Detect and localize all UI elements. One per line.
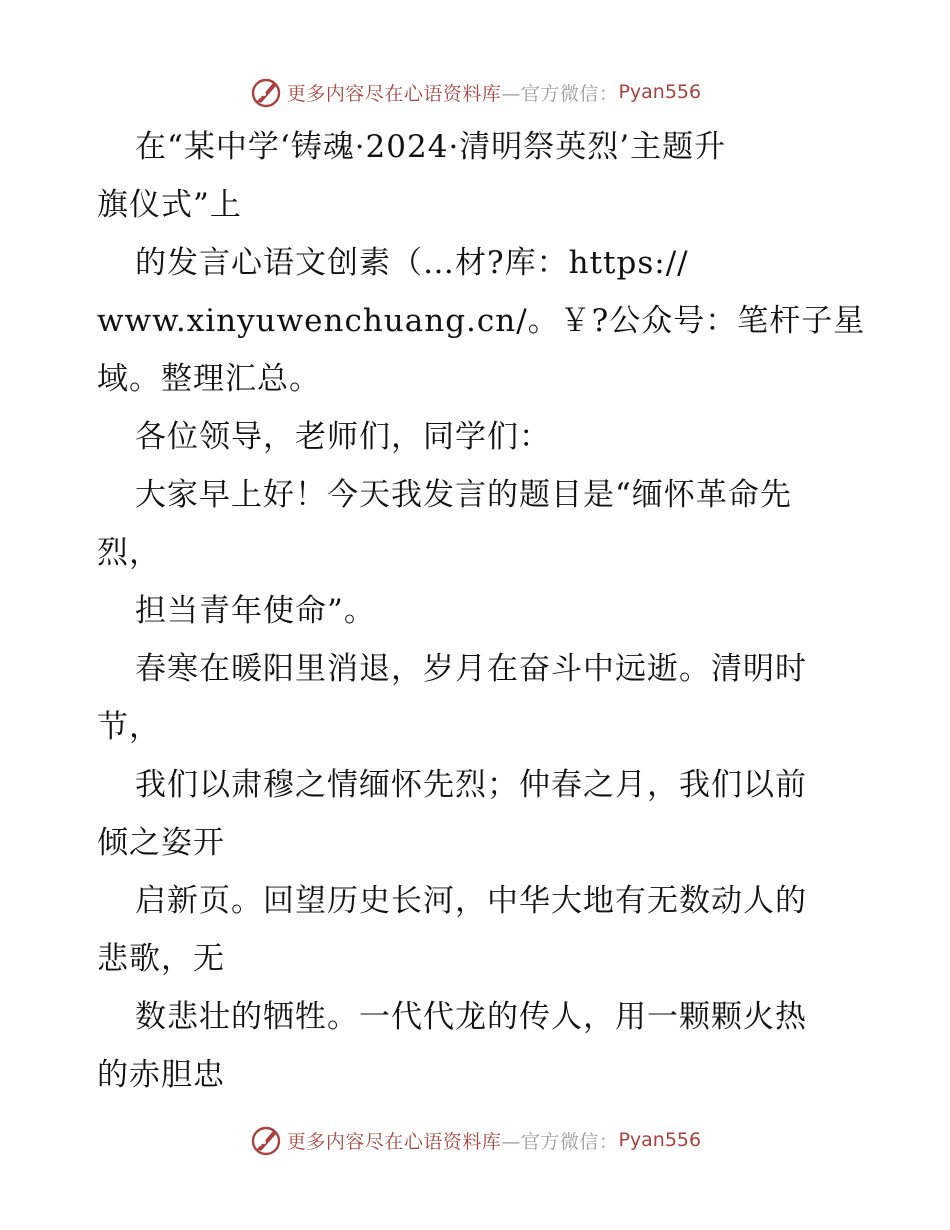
quill-pen-logo-icon bbox=[249, 75, 283, 109]
banner-wechat-label: —官方微信： bbox=[501, 82, 619, 105]
text-line: 数悲壮的牺牲。一代代龙的传人，用一颗颗火热 bbox=[135, 999, 807, 1035]
text-line: 域。整理汇总。 bbox=[97, 361, 321, 397]
banner-wechat-id: Pyan556 bbox=[618, 1129, 702, 1151]
text-line: 我们以肃穆之情缅怀先烈；仲春之月，我们以前 bbox=[135, 767, 807, 803]
banner-text: 更多内容尽在心语资料库 bbox=[286, 1130, 502, 1153]
text-line: 担当青年使命”。 bbox=[135, 593, 376, 629]
text-line: 的赤胆忠 bbox=[97, 1057, 225, 1093]
text-line: www.xinyuwenchuang.cn/。￥?公众号：笔杆子星 bbox=[97, 303, 866, 339]
text-line: 节， bbox=[97, 709, 161, 745]
banner-text: 更多内容尽在心语资料库 bbox=[286, 82, 502, 105]
text-line: 各位领导，老师们，同学们： bbox=[135, 419, 551, 455]
text-line: 的发言心语文创素（…材?库：https:// bbox=[135, 245, 689, 281]
text-line: 在“某中学‘铸魂·2024·清明祭英烈’主题升 bbox=[135, 129, 727, 165]
text-line: 悲歌，无 bbox=[97, 941, 225, 977]
speech-body bbox=[97, 118, 866, 1104]
quill-pen-logo-icon bbox=[249, 1123, 283, 1157]
header-banner bbox=[0, 72, 950, 112]
text-line: 旗仪式”上 bbox=[97, 187, 242, 223]
text-line: 启新页。回望历史长河，中华大地有无数动人的 bbox=[135, 883, 807, 919]
text-line: 春寒在暖阳里消退，岁月在奋斗中远逝。清明时 bbox=[135, 651, 807, 687]
text-line: 大家早上好！今天我发言的题目是“缅怀革命先 bbox=[135, 477, 792, 513]
banner-wechat-label: —官方微信： bbox=[501, 1130, 619, 1153]
text-line: 倾之姿开 bbox=[97, 825, 225, 861]
banner-wechat-id: Pyan556 bbox=[618, 81, 702, 103]
footer-banner bbox=[0, 1120, 950, 1160]
text-line: 烈， bbox=[97, 535, 161, 571]
